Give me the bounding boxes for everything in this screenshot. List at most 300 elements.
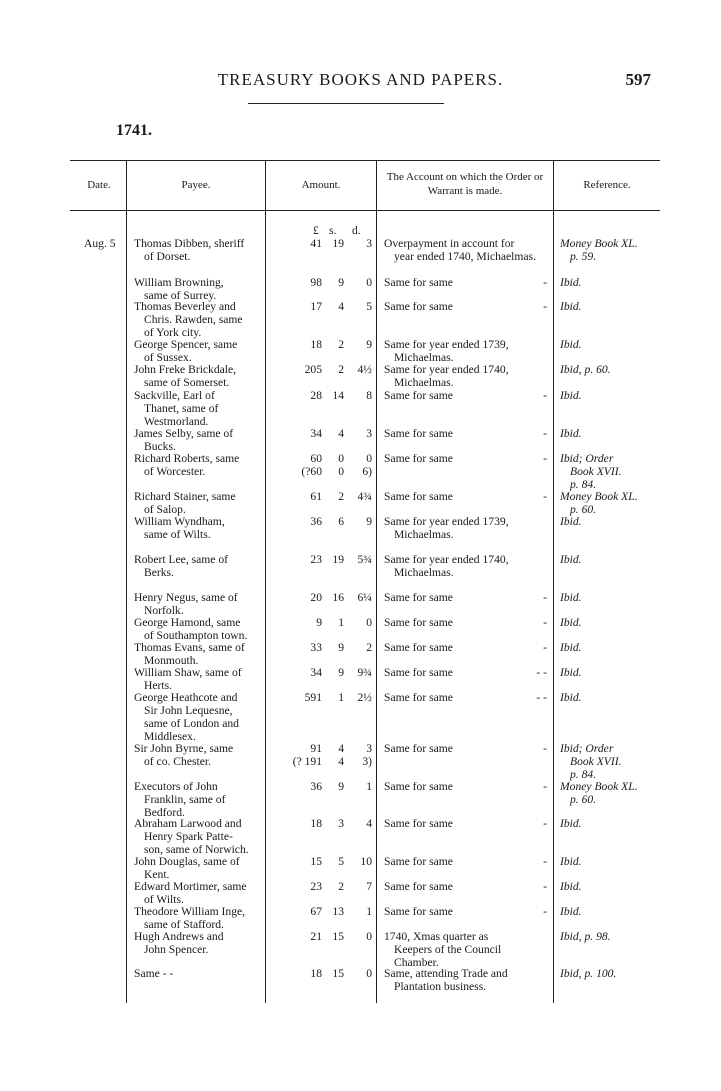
row-account <box>384 930 547 969</box>
row-account <box>384 666 547 679</box>
leader-dash: - <box>543 276 547 289</box>
column-divider <box>553 160 554 1003</box>
payee-line: Thomas Dibben, sheriff <box>134 237 245 250</box>
amount-pounds: 23 <box>310 553 322 566</box>
account-line: Chamber. <box>394 956 439 969</box>
row-payee <box>134 452 262 478</box>
payee-line: of Worcester. <box>144 465 206 478</box>
row-amount <box>268 616 375 642</box>
row-payee <box>134 237 262 263</box>
amount-pence: 9 <box>366 515 372 528</box>
row-reference: Ibid. <box>560 515 582 528</box>
amount-pence: 0 <box>366 930 372 943</box>
row-amount <box>268 855 375 881</box>
amount-pence: 9 <box>366 338 372 351</box>
amount-pounds: 17 <box>310 300 322 313</box>
row-reference <box>560 237 652 263</box>
reference-line: Book XVII. <box>570 755 622 768</box>
row-account <box>384 967 547 993</box>
payee-line: Berks. <box>144 566 174 579</box>
account-text: Same for same <box>384 905 453 918</box>
payee-line: of Wilts. <box>144 893 184 906</box>
row-reference: Ibid. <box>560 905 582 918</box>
amount-shillings: 4 <box>338 742 344 755</box>
payee-line: John Spencer. <box>144 943 209 956</box>
column-divider <box>376 160 377 1003</box>
amount-pounds: 28 <box>310 389 322 402</box>
row-reference: Ibid. <box>560 641 582 654</box>
row-payee <box>134 427 262 453</box>
row-account <box>384 276 547 289</box>
reference-line: Money Book XL. <box>560 237 638 250</box>
payee-line: of Dorset. <box>144 250 191 263</box>
payee-line: William Browning, <box>134 276 224 289</box>
amount-pence: 4½ <box>357 363 372 376</box>
payee-line: Hugh Andrews and <box>134 930 224 943</box>
row-account <box>384 427 547 440</box>
leader-dash: - - <box>536 691 547 704</box>
amount-pounds: 61 <box>310 490 322 503</box>
payee-line: Sir John Lequesne, <box>144 704 233 717</box>
leader-dash: - <box>543 780 547 793</box>
row-reference: Ibid, p. 60. <box>560 363 611 376</box>
row-amount <box>268 427 375 453</box>
account-text: Same for same <box>384 616 453 629</box>
row-reference: Ibid. <box>560 389 582 402</box>
payee-line: James Selby, same of <box>134 427 234 440</box>
row-account <box>384 237 547 263</box>
account-text: Same for same <box>384 389 453 402</box>
column-header-account: The Account on which the Order or Warrant is made. <box>386 171 544 197</box>
row-reference: Ibid. <box>560 616 582 629</box>
leader-dash: - <box>543 452 547 465</box>
amount-pounds: 18 <box>310 338 322 351</box>
amount-shillings: 9 <box>338 666 344 679</box>
row-amount <box>268 490 375 516</box>
amount-pounds: 34 <box>310 427 322 440</box>
amount-pence: 1 <box>366 905 372 918</box>
row-account <box>384 855 547 868</box>
running-head: TREASURY BOOKS AND PAPERS. <box>217 70 504 89</box>
row-amount <box>268 967 375 993</box>
row-amount <box>268 515 375 541</box>
row-amount <box>268 666 375 692</box>
payee-line: same of Stafford. <box>144 918 224 931</box>
amount-shillings: 2 <box>338 338 344 351</box>
payee-line: Richard Roberts, same <box>134 452 240 465</box>
row-payee <box>134 930 262 956</box>
row-payee <box>134 515 262 541</box>
row-amount <box>268 905 375 931</box>
amount-pounds: 20 <box>310 591 322 604</box>
account-line: Same for year ended 1739, <box>384 515 509 528</box>
payee-line: same of Somerset. <box>144 376 230 389</box>
row-reference: Ibid. <box>560 880 582 893</box>
row-reference <box>560 490 652 516</box>
payee-line: Same - - <box>134 967 174 980</box>
pence-unit: d. <box>352 225 361 237</box>
row-account <box>384 338 547 364</box>
row-account <box>384 742 547 755</box>
reference-line: Book XVII. <box>570 465 622 478</box>
account-line: Michaelmas. <box>394 376 454 389</box>
row-amount <box>268 880 375 906</box>
row-payee <box>134 666 262 692</box>
payee-line: Westmorland. <box>144 415 209 428</box>
row-amount <box>268 276 375 302</box>
amount-pence: 1 <box>366 780 372 793</box>
amount-shillings: 2 <box>338 880 344 893</box>
payee-line: George Spencer, same <box>134 338 238 351</box>
payee-line: Franklin, same of <box>144 793 226 806</box>
row-account <box>384 300 547 313</box>
account-line: Michaelmas. <box>394 566 454 579</box>
row-amount <box>268 237 375 263</box>
row-payee <box>134 691 262 743</box>
row-payee <box>134 641 262 667</box>
leader-dash: - <box>543 490 547 503</box>
row-amount <box>268 553 375 579</box>
payee-line: George Heathcote and <box>134 691 238 704</box>
alt-amount-pounds: (?60 <box>301 465 322 478</box>
payee-line: Executors of John <box>134 780 218 793</box>
account-text: Same for same <box>384 591 453 604</box>
payee-line: same of London and <box>144 717 239 730</box>
account-text: Same for same <box>384 452 453 465</box>
amount-pence: 2½ <box>357 691 372 704</box>
row-account <box>384 905 547 918</box>
amount-shillings: 9 <box>338 780 344 793</box>
reference-line: Ibid; Order <box>560 452 614 465</box>
alt-amount-pence: 3) <box>362 755 372 768</box>
amount-shillings: 9 <box>338 276 344 289</box>
year-heading: 1741. <box>116 122 152 139</box>
amount-pence: 9¾ <box>357 666 372 679</box>
payee-line: Theodore William Inge, <box>134 905 246 918</box>
amount-pence: 7 <box>366 880 372 893</box>
amount-shillings: 13 <box>332 905 344 918</box>
row-amount <box>268 780 375 806</box>
payee-line: Sir John Byrne, same <box>134 742 234 755</box>
amount-pence: 3 <box>366 742 372 755</box>
row-payee <box>134 363 262 389</box>
payee-line: Abraham Larwood and <box>134 817 242 830</box>
account-text: Same for same <box>384 817 453 830</box>
leader-dash: - <box>543 616 547 629</box>
row-reference <box>560 780 652 806</box>
row-amount <box>268 817 375 843</box>
amount-shillings: 14 <box>332 389 344 402</box>
amount-shillings: 5 <box>338 855 344 868</box>
amount-shillings: 4 <box>338 427 344 440</box>
row-account <box>384 691 547 704</box>
row-account <box>384 616 547 629</box>
account-line: Michaelmas. <box>394 351 454 364</box>
amount-pounds: 36 <box>310 515 322 528</box>
row-account <box>384 591 547 604</box>
amount-pence: 4¾ <box>357 490 372 503</box>
reference-line: p. 59. <box>570 250 597 263</box>
row-amount <box>268 930 375 956</box>
amount-pounds: 41 <box>310 237 322 250</box>
account-text: Same for same <box>384 427 453 440</box>
shillings-unit: s. <box>329 225 337 237</box>
amount-pounds: 21 <box>310 930 322 943</box>
pounds-unit: £ <box>313 225 319 237</box>
row-reference: Ibid. <box>560 691 582 704</box>
amount-pence: 2 <box>366 641 372 654</box>
account-line: Same for year ended 1740, <box>384 363 509 376</box>
payee-line: of co. Chester. <box>144 755 211 768</box>
alt-amount-shillings: 0 <box>338 465 344 478</box>
row-payee <box>134 742 262 768</box>
reference-line: Money Book XL. <box>560 490 638 503</box>
row-reference: Ibid. <box>560 817 582 830</box>
amount-pounds: 18 <box>310 817 322 830</box>
leader-dash: - <box>543 389 547 402</box>
amount-shillings: 2 <box>338 363 344 376</box>
row-amount <box>268 389 375 415</box>
leader-dash: - <box>543 300 547 313</box>
reference-line: p. 84. <box>570 768 597 781</box>
amount-shillings: 2 <box>338 490 344 503</box>
payee-line: of York city. <box>144 326 202 339</box>
amount-pence: 0 <box>366 452 372 465</box>
row-amount <box>268 338 375 364</box>
payee-line: Chris. Rawden, same <box>144 313 243 326</box>
amount-pounds: 23 <box>310 880 322 893</box>
account-text: Same for same <box>384 300 453 313</box>
column-header-reference: Reference. <box>583 179 631 191</box>
row-account <box>384 880 547 893</box>
account-line: Same for year ended 1739, <box>384 338 509 351</box>
amount-pence: 4 <box>366 817 372 830</box>
payee-line: Sackville, Earl of <box>134 389 215 402</box>
reference-line: p. 84. <box>570 478 597 491</box>
payee-line: same of Surrey. <box>144 289 217 302</box>
row-reference: Ibid. <box>560 855 582 868</box>
amount-pounds: 91 <box>310 742 322 755</box>
account-line: Plantation business. <box>394 980 487 993</box>
table-top-rule <box>70 160 660 161</box>
amount-pence: 5 <box>366 300 372 313</box>
account-text: Same for same <box>384 855 453 868</box>
amount-shillings: 19 <box>332 553 344 566</box>
alt-amount-shillings: 4 <box>338 755 344 768</box>
payee-line: same of Wilts. <box>144 528 211 541</box>
row-reference: Ibid. <box>560 427 582 440</box>
amount-shillings: 1 <box>338 616 344 629</box>
row-payee <box>134 389 262 428</box>
row-reference: Ibid. <box>560 666 582 679</box>
reference-line: p. 60. <box>570 503 597 516</box>
account-text: Same for same <box>384 490 453 503</box>
leader-dash: - <box>543 591 547 604</box>
payee-line: Henry Spark Patte- <box>144 830 233 843</box>
reference-line: p. 60. <box>570 793 597 806</box>
row-payee <box>134 880 262 906</box>
leader-dash: - <box>543 905 547 918</box>
row-account <box>384 389 547 402</box>
row-reference: Ibid. <box>560 591 582 604</box>
row-payee <box>134 591 262 617</box>
payee-line: Monmouth. <box>144 654 199 667</box>
row-reference <box>560 742 652 781</box>
row-account <box>384 515 547 541</box>
account-line: Same for year ended 1740, <box>384 553 509 566</box>
row-reference: Ibid, p. 100. <box>560 967 617 980</box>
row-account <box>384 553 547 579</box>
payee-line: Edward Mortimer, same <box>134 880 247 893</box>
row-amount <box>268 300 375 326</box>
amount-pounds: 67 <box>310 905 322 918</box>
payee-line: Thomas Beverley and <box>134 300 236 313</box>
amount-shillings: 15 <box>332 967 344 980</box>
column-header-amount: Amount. <box>301 179 341 191</box>
row-amount <box>268 641 375 667</box>
row-account <box>384 490 547 503</box>
payee-line: John Douglas, same of <box>134 855 240 868</box>
column-header-date: Date. <box>87 179 111 191</box>
payee-line: Robert Lee, same of <box>134 553 229 566</box>
amount-shillings: 6 <box>338 515 344 528</box>
row-amount <box>268 591 375 617</box>
amount-pence: 0 <box>366 276 372 289</box>
leader-dash: - - <box>536 666 547 679</box>
amount-pounds: 60 <box>310 452 322 465</box>
row-payee <box>134 780 262 819</box>
account-line: year ended 1740, Michaelmas. <box>394 250 536 263</box>
amount-pounds: 205 <box>304 363 322 376</box>
row-payee <box>134 817 262 856</box>
row-amount <box>268 742 375 768</box>
row-payee <box>134 905 262 931</box>
payee-line: Thomas Evans, same of <box>134 641 245 654</box>
account-line: Overpayment in account for <box>384 237 515 250</box>
amount-shillings: 9 <box>338 641 344 654</box>
leader-dash: - <box>543 880 547 893</box>
amount-pounds: 36 <box>310 780 322 793</box>
amount-pounds: 15 <box>310 855 322 868</box>
leader-dash: - <box>543 817 547 830</box>
payee-line: John Freke Brickdale, <box>134 363 237 376</box>
amount-shillings: 1 <box>338 691 344 704</box>
account-text: Same for same <box>384 742 453 755</box>
amount-shillings: 19 <box>332 237 344 250</box>
page-number: 597 <box>625 70 651 89</box>
payee-line: George Hamond, same <box>134 616 241 629</box>
row-payee <box>134 338 262 364</box>
amount-pence: 6¼ <box>357 591 372 604</box>
account-line: Keepers of the Council <box>394 943 502 956</box>
row-reference: Ibid. <box>560 338 582 351</box>
payee-line: Bucks. <box>144 440 176 453</box>
alt-amount-pence: 6) <box>362 465 372 478</box>
row-reference: Ibid. <box>560 300 582 313</box>
amount-shillings: 0 <box>338 452 344 465</box>
leader-dash: - <box>543 641 547 654</box>
payee-line: of Salop. <box>144 503 186 516</box>
row-reference: Ibid. <box>560 276 582 289</box>
payee-line: son, same of Norwich. <box>144 843 249 856</box>
table-header-rule <box>70 210 660 211</box>
row-account <box>384 452 547 465</box>
account-text: Same for same <box>384 666 453 679</box>
amount-pence: 10 <box>360 855 372 868</box>
amount-pounds: 34 <box>310 666 322 679</box>
row-payee <box>134 855 262 881</box>
column-divider <box>126 160 127 1003</box>
payee-line: Thanet, same of <box>144 402 219 415</box>
row-amount <box>268 363 375 389</box>
payee-line: of Southampton town. <box>144 629 248 642</box>
amount-pence: 5¾ <box>357 553 372 566</box>
payee-line: William Wyndham, <box>134 515 225 528</box>
column-header-payee: Payee. <box>181 179 211 191</box>
leader-dash: - <box>543 742 547 755</box>
payee-line: Kent. <box>144 868 170 881</box>
amount-shillings: 4 <box>338 300 344 313</box>
payee-line: Richard Stainer, same <box>134 490 236 503</box>
payee-line: Henry Negus, same of <box>134 591 238 604</box>
payee-line: Norfolk. <box>144 604 184 617</box>
column-divider <box>265 160 266 1003</box>
leader-dash: - <box>543 855 547 868</box>
account-line: Same, attending Trade and <box>384 967 508 980</box>
amount-pounds: 591 <box>304 691 322 704</box>
header-rule <box>248 103 444 104</box>
account-text: Same for same <box>384 691 453 704</box>
row-account <box>384 817 547 830</box>
account-text: Same for same <box>384 641 453 654</box>
payee-line: Bedford. <box>144 806 185 819</box>
alt-amount-pounds: (? 191 <box>292 755 322 768</box>
payee-line: of Sussex. <box>144 351 192 364</box>
amount-pounds: 18 <box>310 967 322 980</box>
account-text: Same for same <box>384 276 453 289</box>
account-text: Same for same <box>384 880 453 893</box>
amount-shillings: 3 <box>338 817 344 830</box>
row-payee <box>134 553 262 579</box>
payee-line: Herts. <box>144 679 173 692</box>
row-date: Aug. 5 <box>84 237 116 250</box>
reference-line: Ibid; Order <box>560 742 614 755</box>
amount-shillings: 16 <box>332 591 344 604</box>
row-account <box>384 641 547 654</box>
payee-line: Middlesex. <box>144 730 196 743</box>
amount-pence: 3 <box>366 237 372 250</box>
row-payee <box>134 300 262 339</box>
row-reference: Ibid, p. 98. <box>560 930 611 943</box>
row-amount <box>268 691 375 717</box>
row-payee <box>134 967 262 980</box>
account-line: Michaelmas. <box>394 528 454 541</box>
row-payee <box>134 616 262 642</box>
row-reference: Ibid. <box>560 553 582 566</box>
amount-pence: 0 <box>366 616 372 629</box>
amount-pounds: 98 <box>310 276 322 289</box>
row-payee <box>134 490 262 516</box>
row-amount <box>268 452 375 478</box>
reference-line: Money Book XL. <box>560 780 638 793</box>
row-account <box>384 363 547 389</box>
amount-pence: 0 <box>366 967 372 980</box>
account-line: 1740, Xmas quarter as <box>384 930 489 943</box>
amount-pounds: 9 <box>316 616 322 629</box>
row-account <box>384 780 547 793</box>
amount-pence: 8 <box>366 389 372 402</box>
amount-pounds: 33 <box>310 641 322 654</box>
